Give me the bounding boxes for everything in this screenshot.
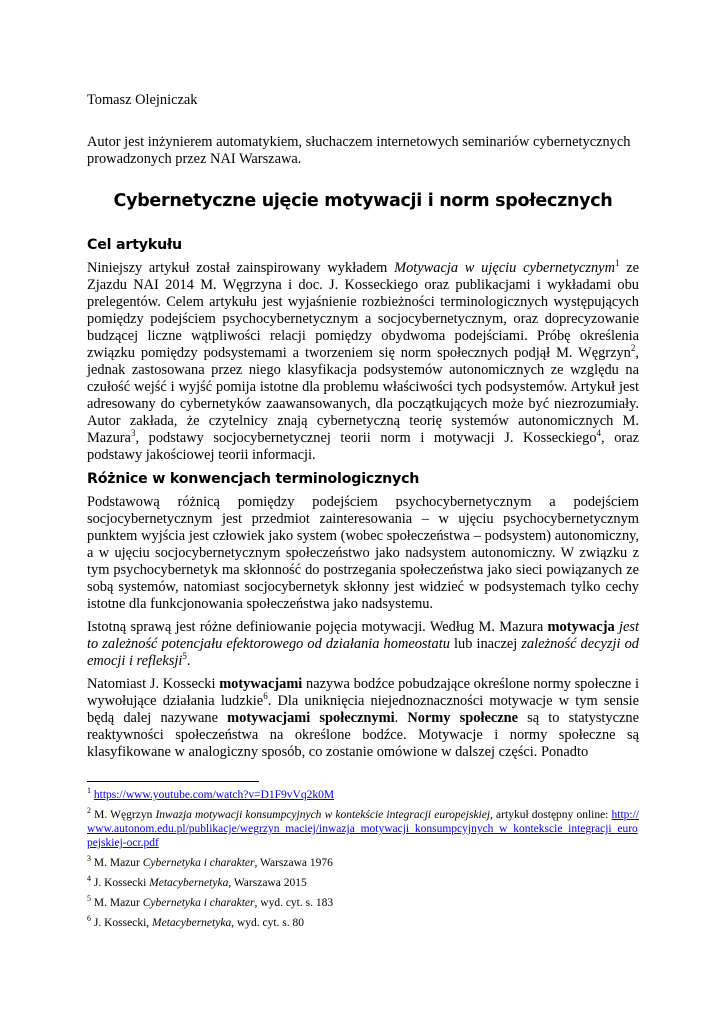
footnote-2 [87,808,639,850]
section-heading-terminology: Różnice w konwencjach terminologicznych [87,471,420,487]
footnote-number: 5 [87,894,91,904]
footnote-number: 2 [87,806,91,816]
text-run: M. Węgrzyn [91,809,156,821]
text-run: , Warszawa 2015 [228,877,307,889]
term-motywacje-spoleczne: motywacjami społecznymi [227,710,395,726]
text-run: . [394,710,408,726]
footnote-6 [87,916,639,930]
text-run: , Warszawa 1976 [254,857,333,869]
text-run: M. Mazur [91,857,143,869]
term-motywacjami: motywacjami [219,676,303,692]
footnote-ref-2[interactable]: 2 [630,343,636,354]
text-run: J. Kossecki, [91,917,153,929]
text-run: , jednak zastosowana przez niego klasyfikacja podsystemów autonomicznych ze względu na czułość wejść i wyjść pomija istotne dla problemu właściwości tych podsystemów. Artykuł jest adresowany do cybernetyków zaawansowanych, dla początkujących może być niezrozumiały. Autor zakłada, że czytelnicy znają cybernetyczną teorię systemów autonomicznych M. Mazura [87,345,639,446]
footnote-5 [87,896,639,910]
footnote-ref-1[interactable]: 1 [614,258,620,269]
definition-italic: zależność decyzji od emocji i refleksji [87,636,639,669]
footnote-ref-3[interactable]: 3 [130,428,136,439]
text-run: M. Mazur [91,897,143,909]
footnote-number: 3 [87,854,91,864]
text-run: ze Zjazdu NAI 2014 M. Węgrzyna i doc. J. Kosseckiego oraz publikacjami i wykładami obu prelegentów. Celem artykułu jest wyjaśnienie rozbieżności terminologicznych występujących pomiędzy podejściem psychocybernetycznym a socjocybernetycznym, oraz doprecyzowanie budzącej liczne wątpliwości relacji pomiędzy obydwoma podejściami. Próbę określenia związku pomiędzy podsystemami a tworzeniem się norm społecznych podjął M. Węgrzyn [87,260,639,361]
document-page [87,92,639,936]
text-run: , oraz podstawy jakościowej teorii informacji. [87,430,639,463]
text-run: J. Kossecki [91,877,150,889]
lecture-title: Motywacja w ujęciu cybernetycznym [394,260,615,276]
footnote-ref-6[interactable]: 6 [263,691,268,702]
paragraph-motivation-definition [87,619,639,670]
youtube-link[interactable]: https://www.youtube.com/watch?v=D1F9vVq2k0M [93,789,335,801]
source-title: Cybernetyka i charakter [142,897,255,909]
source-title: Metacybernetyka [152,917,232,929]
author-name: Tomasz Olejniczak [87,92,198,108]
text-run: są to statystyczne reaktywności społeczeństwa na określone bodźce. Motywacje i normy społeczne są klasyfikowane w analogiczny sposób, co zostanie omówione w dalszej części. Ponadto [87,710,639,760]
text-run: , podstawy socjocybernetycznej teorii norm i motywacji J. Kosseckiego [135,430,597,446]
text-run: Natomiast J. Kossecki [87,676,220,692]
footnote-divider [87,781,259,782]
definition-italic: jest to zależność potencjału efektorowego od działania homeostatu [87,619,639,652]
footnote-number: 6 [87,914,91,924]
source-title: Metacybernetyka [149,877,229,889]
source-title: Inwazja motywacji konsumpcyjnych w kontekście integracji europejskiej [155,809,491,821]
section-heading-purpose: Cel artykułu [87,237,182,253]
paragraph-social-motivations [87,676,639,761]
text-run: . [186,653,191,669]
text-run: Niniejszy artykuł został zainspirowany wykładem [87,260,395,276]
term-motywacja: motywacja [547,619,615,635]
text-run: , wyd. cyt. s. 80 [231,917,305,929]
text-run: lub inaczej [449,636,522,652]
footnote-1 [87,788,639,802]
text-run: Istotną sprawą jest różne definiowanie pojęcia motywacji. Według M. Mazura [87,619,548,635]
article-title: Cybernetyczne ujęcie motywacji i norm społecznych [113,191,613,211]
footnote-4 [87,876,639,890]
footnote-ref-5[interactable]: 5 [182,651,187,662]
footnote-3 [87,856,639,870]
text-run: nazywa bodźce pobudzające określone normy społeczne i wywołujące działania ludzkie [87,676,639,709]
source-title: Cybernetyka i charakter [142,857,255,869]
term-normy-spoleczne: Normy społeczne [407,710,518,726]
paragraph-purpose [87,260,639,464]
author-description: Autor jest inżynierem automatykiem, słuchaczem internetowych seminariów cybernetycznych prowadzonych przez NAI Warszawa. [87,134,631,167]
footnote-number: 1 [87,786,91,796]
pdf-link[interactable]: http://www.autonom.edu.pl/publikacje/wegrzyn_maciej/inwazja_motywacji_konsumpcyjnych_w_kontekscie_integracji_europejskiej-ocr.pdf [87,809,640,849]
paragraph-differences: Podstawową różnicą pomiędzy podejściem psychocybernetycznym a podejściem socjocybernetycznym jest przedmiot zainteresowania – w ujęciu psychocybernetycznym punktem wyjścia jest człowiek jako system (wobec społeczeństwa – podsystem) autonomiczny, a w ujęciu socjocybernetycznym społeczeństwo jako nadsystem autonomiczny. W związku z tym psychocybernetyk ma skłonność do postrzegania społeczeństwa jako sieci powiązanych ze sobą systemów, natomiast socjocybernetyk skłonny jest widzieć w podsystemach tylko cechy istotne dla funkcjonowania społeczeństwa jako nadsystemu. [87,494,639,612]
text-run: , artykuł dostępny online: [490,809,612,821]
footnote-ref-4[interactable]: 4 [596,428,602,439]
text-run: . Dla uniknięcia niejednoznaczności motywacje w tym sensie będą dalej nazywane [87,693,639,726]
footnote-number: 4 [87,874,91,884]
text-run: , wyd. cyt. s. 183 [254,897,334,909]
